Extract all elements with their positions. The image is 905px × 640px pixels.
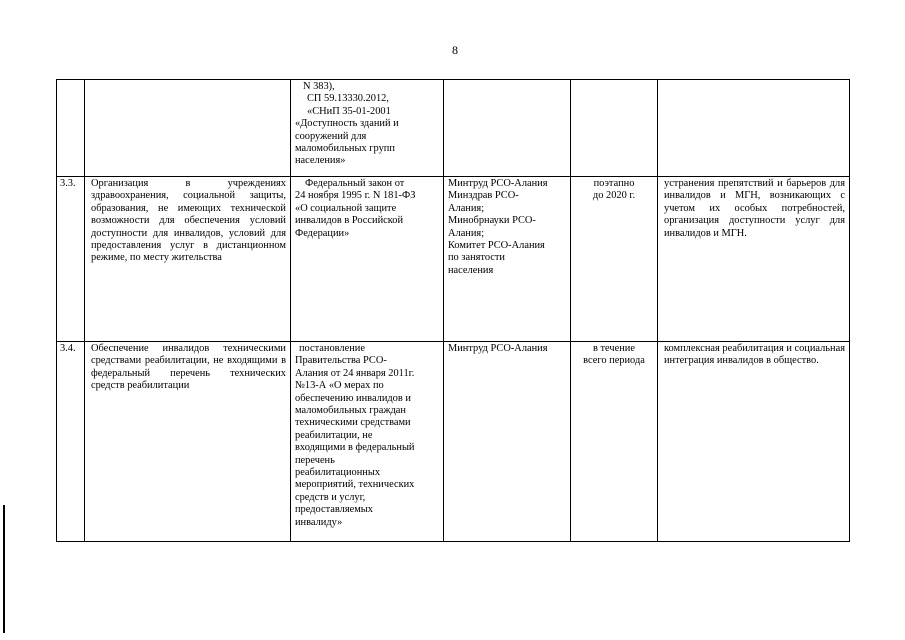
basis-line: маломобильных граждан	[295, 405, 406, 417]
term-cell	[571, 177, 658, 342]
legal-basis-cell	[291, 342, 444, 542]
executor-line: населения	[448, 264, 494, 276]
legal-basis-cell	[291, 80, 444, 177]
basis-line: Алания от 24 января 2011г.	[295, 367, 415, 379]
basis-line: предоставляемых	[295, 504, 373, 516]
scan-edge-mark	[3, 505, 5, 633]
basis-line: Правительства РСО-	[295, 355, 387, 367]
basis-line: техническими средствами	[295, 417, 411, 429]
basis-line: Федерации»	[295, 227, 350, 239]
executor-line: Минздрав РСО-	[448, 190, 519, 202]
page-number: 8	[452, 43, 458, 57]
basis-line: N 383),	[303, 81, 335, 92]
basis-line: постановление	[299, 343, 365, 354]
basis-line: инвалидов в Российской	[295, 215, 404, 227]
result-cell: устранения препятствий и барьеров для инвалидов и МГН, возникающих с учетом их особых потребностей, организация доступности услуг для инвалидов и МГН.	[658, 177, 850, 342]
basis-line: реабилитации, не	[295, 429, 373, 441]
executors-cell	[444, 342, 571, 542]
row-number-cell: 3.4.	[57, 342, 85, 542]
measure-cell: Обеспечение инвалидов техническими средствами реабилитации, не входящими в федеральный перечень технических средств реабилитации	[85, 342, 291, 542]
executor-line: Алания;	[448, 202, 485, 214]
executor-line: Минобрнауки РСО-	[448, 215, 536, 227]
basis-line: СП 59.13330.2012,	[307, 93, 389, 105]
result-cell: комплексная реабилитация и социальная интеграция инвалидов в общество.	[658, 342, 850, 542]
basis-line: «О социальной защите	[295, 202, 397, 214]
table-row	[57, 342, 850, 542]
basis-line: обеспечению инвалидов и	[295, 392, 411, 404]
basis-line: Федеральный закон от	[305, 178, 405, 189]
basis-line: мероприятий, технических	[295, 479, 415, 491]
term-line: в течение	[593, 343, 635, 354]
executor-line: Минтруд РСО-Алания	[448, 178, 548, 189]
result-cell	[658, 80, 850, 177]
table-row	[57, 177, 850, 342]
term-line: всего периода	[583, 355, 645, 367]
basis-line: перечень	[295, 454, 335, 466]
measure-cell: Организация в учреждениях здравоохранения, социальной защиты, образования, не имеющих технической возможности для обеспечения условий доступности для инвалидов, условий для предоставления услуг в дистанционном режиме, по месту жительства	[85, 177, 291, 342]
executors-cell	[444, 80, 571, 177]
basis-line: 24 ноября 1995 г. N 181-ФЗ	[295, 190, 416, 202]
executor-line: Алания;	[448, 227, 485, 239]
measure-cell	[85, 80, 291, 177]
executors-cell	[444, 177, 571, 342]
basis-line: «Доступность зданий и	[295, 118, 399, 130]
row-number-cell: 3.3.	[57, 177, 85, 342]
term-cell	[571, 342, 658, 542]
basis-line: «СНиП 35-01-2001	[307, 105, 391, 117]
executor-line: Комитет РСО-Алания	[448, 240, 545, 252]
basis-line: реабилитационных	[295, 467, 381, 479]
basis-line: сооружений для	[295, 130, 367, 142]
basis-line: населения»	[295, 155, 346, 167]
term-cell	[571, 80, 658, 177]
term-line: до 2020 г.	[592, 190, 636, 202]
measures-table	[56, 79, 850, 542]
basis-line: инвалиду»	[295, 516, 343, 528]
executor-line: по занятости	[448, 252, 505, 264]
basis-line: №13-А «О мерах по	[295, 380, 384, 392]
basis-line: средств и услуг,	[295, 491, 366, 503]
executor-line: Минтруд РСО-Алания	[448, 343, 548, 354]
term-line: поэтапно	[593, 178, 635, 189]
legal-basis-cell	[291, 177, 444, 342]
basis-line: входящими в федеральный	[295, 442, 415, 454]
basis-line: маломобильных групп	[295, 143, 395, 155]
row-number-cell	[57, 80, 85, 177]
table-row	[57, 80, 850, 177]
